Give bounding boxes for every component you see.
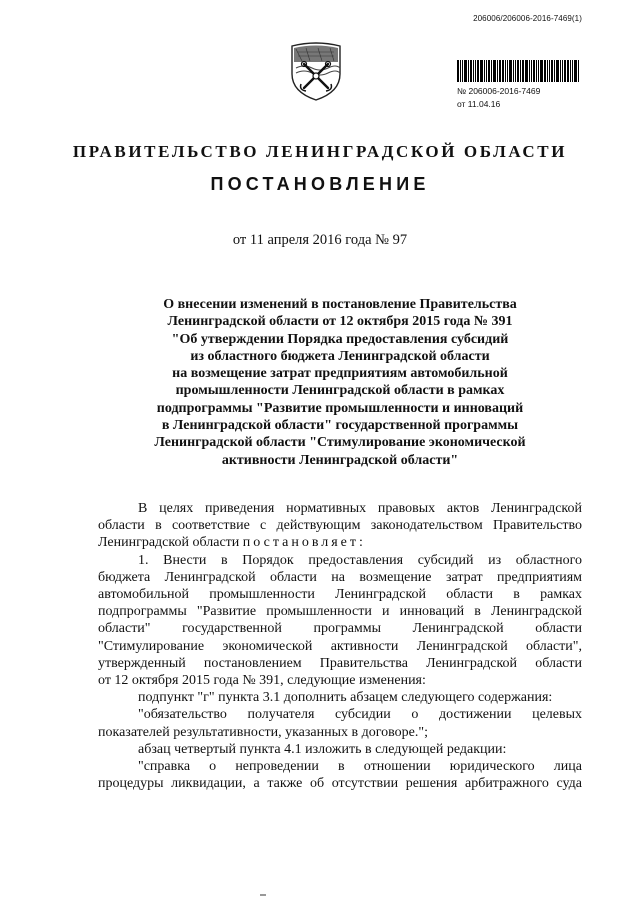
body-line: показателей результативности, указанных в договоре."; (98, 724, 428, 740)
barcode-bar (536, 60, 537, 82)
body-line: процедуры ликвидации, а также об отсутствии решения арбитражного суда (98, 776, 582, 792)
barcode-bar (475, 60, 476, 82)
body-line: "справка о непроведении в отношении юридического лица (138, 759, 582, 775)
barcode-bar (497, 60, 498, 82)
barcode-bar (570, 60, 571, 82)
barcode (457, 60, 581, 82)
subject-line: на возмещение затрат предприятиям автомобильной (172, 366, 508, 382)
barcode-bar (547, 60, 548, 82)
decree-date: от 11 апреля 2016 года № 97 (232, 232, 408, 248)
barcode-bar (517, 60, 519, 82)
barcode-bar (484, 60, 485, 82)
barcode-bar (457, 60, 459, 82)
subject-line: подпрограммы "Развитие промышленности и инноваций (156, 400, 524, 416)
barcode-bar (578, 60, 579, 82)
decree-subject (100, 296, 580, 469)
body-line: утвержденный постановлением Правительства Ленинградской области (98, 655, 582, 671)
decree-title: ПОСТАНОВЛЕНИЕ (210, 174, 430, 194)
body-line: абзац четвертый пункта 4.1 изложить в следующей редакции: (138, 741, 507, 757)
body-line: бюджета Ленинградской области на возмещение затрат предприятиям (98, 569, 582, 585)
barcode-bar (574, 60, 577, 82)
body-line (98, 534, 582, 551)
barcode-bar (572, 60, 573, 82)
barcode-bar (491, 60, 492, 82)
document-id: 206006/206006-2016-7469(1) (473, 14, 582, 23)
barcode-bar (544, 60, 546, 82)
subject-line: промышленности Ленинградской области в рамках (175, 383, 505, 399)
barcode-bar (493, 60, 496, 82)
body-line: автомобильной промышленности Ленинградской области в рамках (98, 587, 582, 603)
scan-mark (260, 894, 266, 896)
resolves-word: постановляет: (242, 535, 366, 551)
barcode-bar (486, 60, 487, 82)
barcode-bar (562, 60, 563, 82)
barcode-bar (462, 60, 463, 82)
barcode-bar (551, 60, 553, 82)
registration-number: № 206006-2016-7469 (457, 86, 541, 96)
barcode-bar (473, 60, 474, 82)
subject-line: О внесении изменений в постановление Правительства (163, 297, 517, 312)
barcode-bar (507, 60, 508, 82)
body-text: Ленинградской области (98, 535, 240, 551)
barcode-bar (533, 60, 535, 82)
barcode-bar (567, 60, 569, 82)
barcode-bar (477, 60, 479, 82)
government-title: ПРАВИТЕЛЬСТВО ЛЕНИНГРАДСКОЙ ОБЛАСТИ (72, 142, 568, 161)
barcode-bar (540, 60, 543, 82)
barcode-bar (564, 60, 566, 82)
barcode-bar (464, 60, 467, 82)
body-line: 1. Внести в Порядок предоставления субсидий из областного (138, 552, 582, 568)
barcode-bar (513, 60, 514, 82)
barcode-bar (525, 60, 528, 82)
coat-of-arms-emblem (288, 40, 344, 102)
body-line: "Стимулирование экономической активности Ленинградской области", (98, 638, 582, 654)
barcode-bar (502, 60, 504, 82)
subject-line: Ленинградской области "Стимулирование экономической (154, 435, 526, 451)
subject-line: из областного бюджета Ленинградской области (190, 348, 490, 364)
barcode-bar (488, 60, 490, 82)
subject-line: активности Ленинградской области" (221, 452, 459, 468)
barcode-bar (529, 60, 530, 82)
barcode-bar (531, 60, 532, 82)
body-line: В целях приведения нормативных правовых актов Ленинградской (138, 501, 582, 516)
barcode-bar (480, 60, 483, 82)
subject-line: "Об утверждении Порядка предоставления субсидий (171, 331, 509, 347)
body-line: подпрограммы "Развитие промышленности и инноваций в Ленинградской (98, 604, 582, 620)
body-line: от 12 октября 2015 года № 391, следующие изменения: (98, 673, 426, 689)
body-line: подпункт "г" пункта 3.1 дополнить абзацем следующего содержания: (138, 690, 553, 706)
barcode-bar (505, 60, 506, 82)
subject-line: Ленинградской области от 12 октября 2015 года № 391 (167, 314, 513, 330)
body-line: области" государственной программы Ленинградской области (98, 621, 582, 637)
barcode-bar (460, 60, 461, 82)
barcode-bar (538, 60, 539, 82)
body-line: области в соответствие с действующим законодательством Правительство (98, 518, 582, 534)
registration-block (457, 60, 585, 111)
barcode-bar (470, 60, 472, 82)
barcode-bar (499, 60, 501, 82)
barcode-bar (522, 60, 524, 82)
barcode-bar (468, 60, 469, 82)
barcode-bar (560, 60, 561, 82)
barcode-bar (515, 60, 516, 82)
decree-body (98, 500, 582, 792)
barcode-bar (554, 60, 555, 82)
barcode-bar (509, 60, 512, 82)
body-line: "обязательство получателя субсидии о достижении целевых (138, 707, 582, 723)
barcode-bar (549, 60, 550, 82)
subject-line: в Ленинградской области" государственной программы (161, 418, 519, 434)
barcode-bar (520, 60, 521, 82)
barcode-bar (556, 60, 559, 82)
registration-date: от 11.04.16 (457, 99, 501, 109)
